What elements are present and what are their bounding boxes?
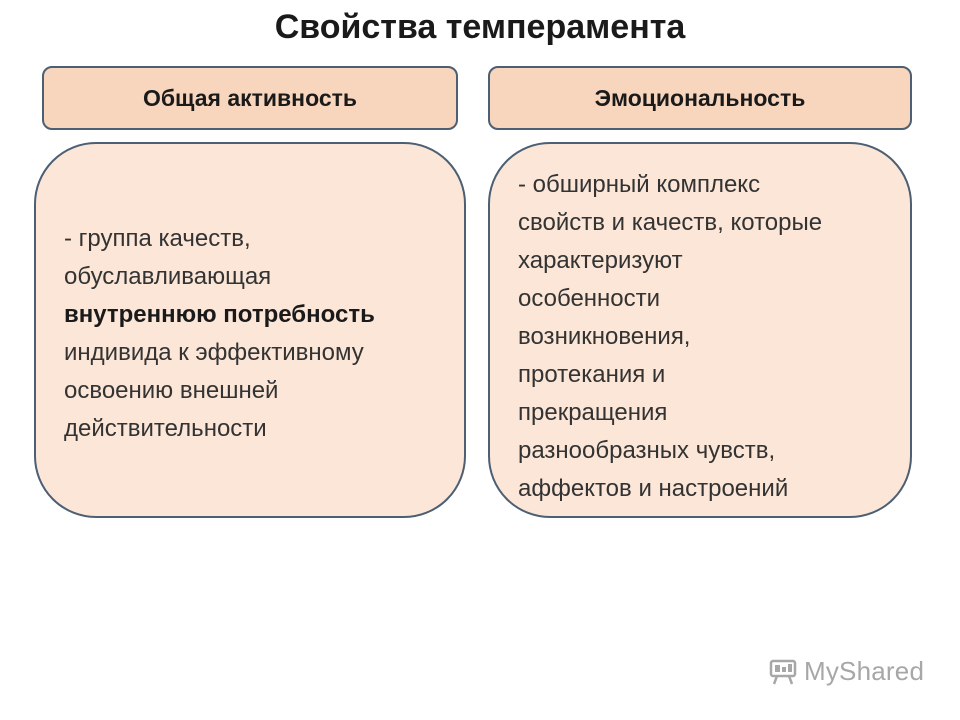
definition-line: характеризуют	[518, 247, 683, 274]
presentation-board-icon	[768, 657, 798, 687]
definition-general-activity	[34, 142, 466, 518]
header-general-activity-label: Общая активность	[142, 84, 358, 111]
definition-emotionality	[488, 142, 912, 518]
definition-line: - обширный комплекс	[518, 171, 761, 198]
definition-line: свойств и качеств, которые	[518, 209, 823, 236]
definition-line: разнообразных чувств,	[518, 437, 776, 464]
header-emotionality	[488, 66, 912, 130]
page-title: Свойства темперамента	[274, 8, 686, 46]
header-general-activity	[42, 66, 458, 130]
header-emotionality-label: Эмоциональность	[594, 84, 806, 111]
watermark-text: MyShared	[804, 656, 925, 686]
definition-line: прекращения	[518, 399, 668, 426]
definition-line: протекания и	[518, 361, 666, 388]
watermark	[768, 656, 924, 687]
definition-line: особенности	[518, 285, 661, 312]
definition-line: обуславливающая	[64, 263, 272, 290]
definition-line: действительности	[64, 415, 267, 442]
definition-line-emphasis: внутреннюю потребность	[64, 301, 375, 328]
definition-line: индивида к эффективному	[64, 339, 364, 366]
definition-line: - группа качеств,	[64, 225, 251, 252]
definition-line: освоению внешней	[64, 377, 279, 404]
definition-line: аффектов и настроений	[518, 475, 789, 502]
definition-line: возникновения,	[518, 323, 691, 350]
